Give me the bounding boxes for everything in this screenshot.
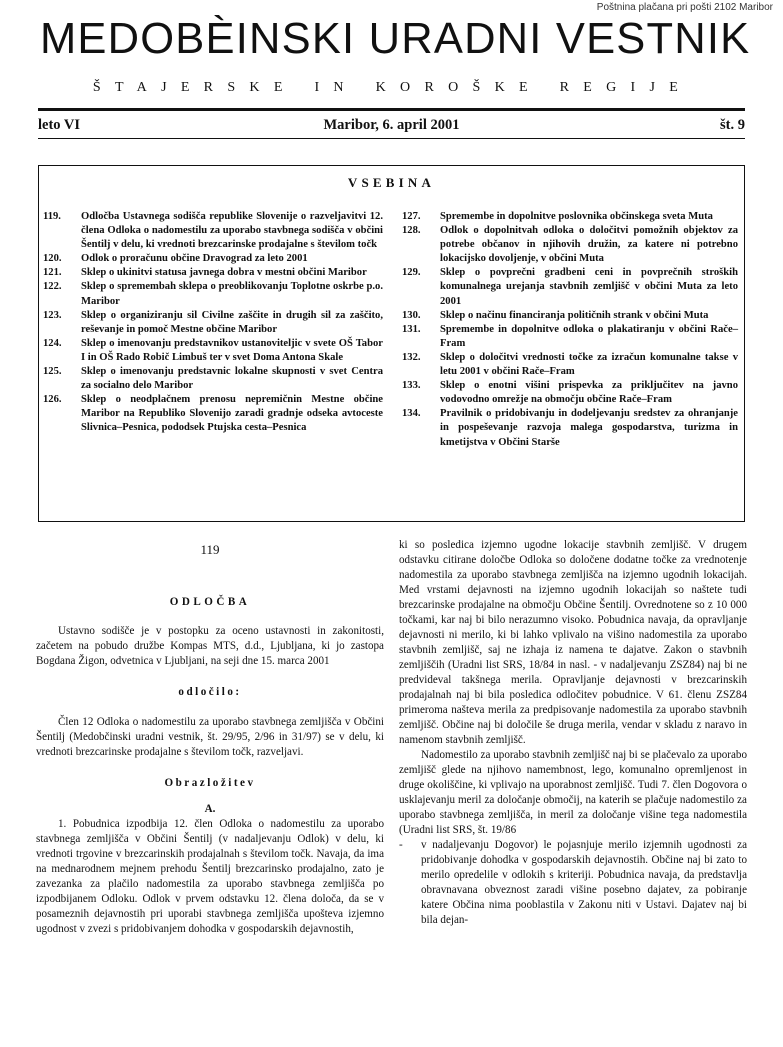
toc-item-number: 131. — [402, 323, 421, 335]
reasoning-heading: Obrazložitev — [164, 777, 256, 789]
toc-heading: VSEBINA — [347, 175, 436, 190]
toc-item-title: Sklep o načinu financiranja političnih strank v občini Muta — [440, 309, 709, 321]
toc-item[interactable] — [402, 323, 738, 351]
toc-item[interactable] — [43, 280, 383, 308]
masthead-subtitle: ŠTAJERSKE IN KOROŠKE REGIJE — [92, 80, 693, 95]
article-column-right — [399, 538, 747, 928]
toc-item-title: Sklep o določitvi vrednosti točke za izračun komunalne takse v letu 2001 v občini Rače–Fram — [440, 351, 738, 378]
issue-date: Maribor, 6. april 2001 — [323, 117, 460, 133]
toc-item-number: 130. — [402, 309, 421, 321]
toc-item[interactable] — [402, 407, 738, 449]
toc-item[interactable] — [43, 210, 383, 252]
toc-item[interactable] — [43, 337, 383, 365]
paragraph-continued: ki so posledica izjemno ugodne lokacije stavbnih zemljišč. V drugem odstavku citirane določbe Odloka so določene dodatne točke za vrednotenje nadomestila za uporabo stavbnega zemljišča na izjemno ugodnih lokacijah. Med vrstami dejavnosti na izjemno ugodnih lokacijah so naštete tudi brezcarinske prodajalne na območju Občine Šentilj. Ovrednotene so z 10 000 točkami, kar naj bi bilo nerazumno visoko. Pobudnica navaja, da opravljanje dejavnosti ni merilo, ki bi lahko vplivalo na višino nadomestila za uporabo stavbnih zemljišč, saj ne izhaja iz namena te dajatve. Zakon o stavbnih zemljiščih (Uradni list SRS, 18/84 in nasl. - v nadaljevanju ZSZ84) naj bi ne predvideval takšnega merila. Opravljanje dejavnosti v brezcarinskih prodajalnah naj bi bila posledica odločitev pobudnice. V 61. členu ZSZ84 primeroma našteva merila za predpisovanje nadomestila za uporabo stavbnih zemljišč. Občine naj bi določile še druga merila, vendar v skladu z naravo in namenom stavbnih zemljišč. — [399, 539, 747, 746]
toc-item[interactable] — [43, 309, 383, 337]
toc-item-number: 123. — [43, 309, 62, 321]
toc-item[interactable] — [402, 224, 738, 266]
toc-item[interactable] — [43, 252, 383, 266]
toc-item[interactable] — [402, 309, 738, 323]
issue-info-row — [38, 117, 745, 135]
toc-item[interactable] — [402, 266, 738, 308]
toc-item-number: 122. — [43, 281, 62, 293]
toc-item[interactable] — [402, 379, 738, 407]
toc-item-title: Sklep o neodplačnem prenosu nepremičnin Mestne občine Maribor na Republiko Slovenijo zaradi gradnje odseka avtoceste Slivnica–Pesnica, pododsek Ptujska cesta–Pesnica — [81, 394, 383, 434]
masthead-title: MEDOBÈINSKI URADNI VESTNIK — [40, 15, 751, 63]
toc-item[interactable] — [43, 266, 383, 280]
toc-item[interactable] — [43, 365, 383, 393]
toc-item-number: 121. — [43, 267, 62, 279]
toc-item-number: 127. — [402, 211, 421, 222]
toc-item-number: 132. — [402, 351, 421, 363]
header-rule-thick — [38, 108, 745, 111]
decided-label: odločilo: — [178, 686, 242, 698]
section-a-heading: A. — [204, 803, 216, 815]
toc-item-title: Odločba Ustavnega sodišča republike Slovenije o razveljavitvi 12. člena Odloka o nadomestilu za uporabo stavbnega sodišča v občini Šentilj v delu, ki vrednoti brezcarinske prodajalne s številom točk — [81, 211, 383, 251]
toc-item[interactable] — [402, 351, 738, 379]
paragraph-1: 1. Pobudnica izpodbija 12. člen Odloka o nadomestilu za uporabo stavbnega zemljišča v Občini Šentilj (v nadaljevanju Odlok) v delu, ki vrednoti trgovine v brezcarinskih prodajalnah s številom točk. Navaja, da ima na mednarodnem mejnem prehodu Šentilj brezcarinsko prodajalno, zato je zavezanka za plačilo nadomestila za uporabo stavbnega zemljišča po izpodbijanem Odloku. Odlok v prvem odstavku 12. člena določa, da se v posameznih dejavnostih pri uporabi stavbnega zemljišča upošteva izjemno ugodnost v zvezi s pridobivanjem dohodka v gospodarskih dejavnostih, — [36, 818, 384, 935]
paragraph-2: Nadomestilo za uporabo stavbnih zemljišč naj bi se plačevalo za uporabo zemljišč glede na njihovo namembnost, lego, komunalno opremljenost in druge okoliščine, ki vplivajo na uporabnost zemljišč. Tudi 7. člen Dogovora o usklajevanju meril za določanje območij, na katerih se plačuje nadomestilo za uporabo stavbnega zemljišča, in meril za določanje višine tega nadomestila (Uradni list SRS, št. 19/86 — [399, 749, 747, 836]
article-heading: ODLOČBA — [169, 596, 251, 608]
toc-item-title: Odlok o dopolnitvah odloka o določitvi pomožnih objektov za potrebe občanov in njihovih družin, za katere ni potrebno lokacijsko dovoljenje, v občini Muta — [440, 225, 738, 265]
toc-item-number: 125. — [43, 366, 62, 378]
toc-item[interactable] — [402, 210, 738, 224]
toc-item-number: 129. — [402, 267, 421, 279]
toc-item-title: Sklep o ukinitvi statusa javnega dobra v mestni občini Maribor — [81, 267, 367, 279]
toc-column-right — [402, 210, 738, 450]
toc-item-title: Sklep o organiziranju sil Civilne zaščite in drugih sil za zaščito, reševanje in pomoč Mestne občine Maribor — [81, 309, 383, 335]
article-number: 119 — [200, 542, 220, 557]
toc-item-number: 124. — [43, 337, 62, 349]
toc-item-title: Sklep o enotni višini prispevka za priključitev na javno vodovodno omrežje na območju občine Rače–Fram — [440, 380, 738, 406]
toc-item-number: 128. — [402, 225, 421, 237]
postage-note: Poštnina plačana pri pošti 2102 Maribor — [596, 2, 773, 13]
dash-marker: - — [399, 839, 403, 851]
header-rule-thin — [38, 138, 745, 139]
toc-item-number: 126. — [43, 394, 62, 406]
toc-item-title: Sklep o spremembah sklepa o preoblikovanju Toplotne oskrbe p.o. Maribor — [81, 281, 383, 307]
toc-item-title: Spremembe in dopolnitve poslovnika občinskega sveta Muta — [440, 211, 713, 222]
dash-list-item — [399, 838, 747, 928]
toc-item-number: 134. — [402, 408, 421, 420]
toc-item-title: Odlok o proračunu občine Dravograd za leto 2001 — [81, 253, 308, 265]
toc-item-title: Sklep o imenovanju predstavnikov ustanoviteljic v svete OŠ Tabor I in OŠ Rado Robič Limbuš ter v svet Doma Antona Skale — [81, 337, 383, 363]
issue-year: leto VI — [38, 117, 81, 133]
toc-item-title: Pravilnik o pridobivanju in dodeljevanju sredstev za ohranjanje in pospeševanje razvoja malega gospodarstva, turizma in kmetijstva v Občini Starše — [440, 408, 738, 448]
issue-number: št. 9 — [720, 117, 745, 133]
toc-item[interactable] — [43, 393, 383, 435]
toc-item-title: Sklep o imenovanju predstavnic lokalne skupnosti v svet Centra za socialno delo Maribor — [81, 366, 383, 392]
toc-item-number: 119. — [43, 211, 61, 222]
paragraph-3: v nadaljevanju Dogovor) le pojasnjuje merilo izjemnih ugodnosti za pridobivanje dohodka v gospodarskih dejavnostih. Občine naj bi zato to merilo opredelile v odlokih s kriteriji. Pobudnica navaja, da predstavlja obravnavana obveznost zaradi višine posebno dajatev, za pobiranje katere Občina nima pooblastila v Zakonu niti v Ustavi. Dajatev naj bi bila dejan- — [421, 839, 747, 926]
toc-item-title: Sklep o povprečni gradbeni ceni in povprečnih stroških komunalnega urejanja stavbnih zemljišč v občini Muta za leto 2001 — [440, 267, 738, 307]
toc-item-number: 133. — [402, 380, 421, 392]
article-column-left — [36, 538, 384, 937]
table-of-contents — [38, 165, 745, 522]
toc-item-title: Spremembe in dopolnitve odloka o plakatiranju v občini Rače–Fram — [440, 323, 738, 349]
ruling-paragraph: Člen 12 Odloka o nadomestilu za uporabo stavbnega zemljišča v Občini Šentilj (Medobčinski uradni vestnik, št. 29/95, 2/96 in 31/97) se v delu, ki vrednoti brezcarinske prodajalne s številom točk, razveljavi. — [36, 716, 384, 758]
toc-item-number: 120. — [43, 253, 62, 265]
article-intro: Ustavno sodišče je v postopku za oceno ustavnosti in zakonitosti, začetem na pobudo družbe Kompas MTS, d.d., Ljubljana, ki jo zastopa Bogdana Žigon, odvetnica v Ljubljani, na seji dne 15. marca 2001 — [36, 625, 384, 667]
toc-column-left — [43, 210, 383, 436]
